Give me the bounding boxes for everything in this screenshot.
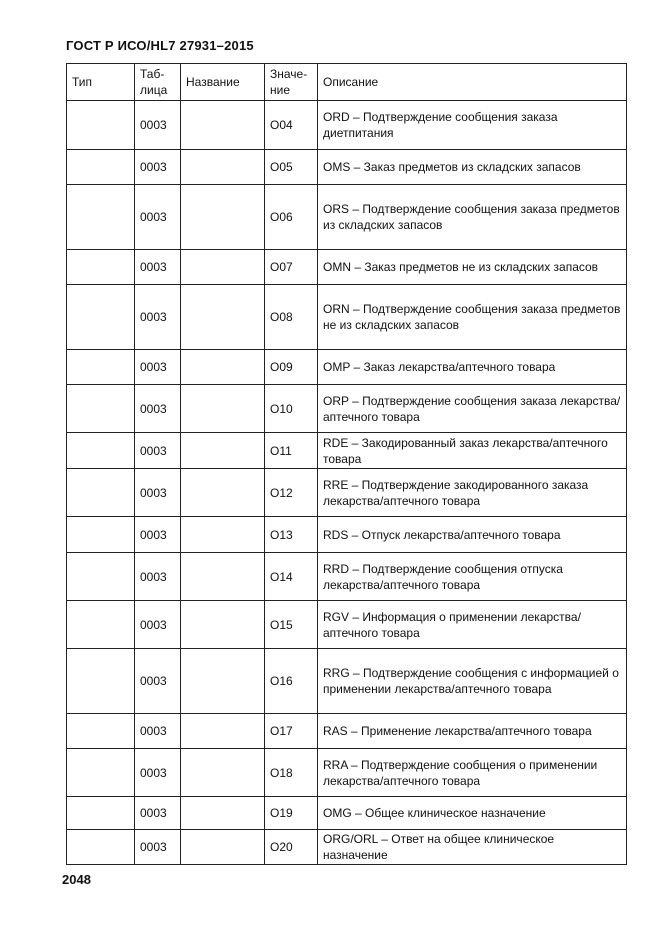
description-cell: OMG – Общее клиническое назначение bbox=[318, 797, 627, 830]
table-row bbox=[67, 830, 627, 865]
name-cell bbox=[181, 285, 265, 350]
type-cell bbox=[67, 185, 135, 250]
table-header-row bbox=[67, 64, 627, 101]
description-cell: ORN – Подтверждение сообщения заказа предметов не из складских запасов bbox=[318, 285, 627, 350]
column-header-description: Описание bbox=[318, 64, 627, 101]
table-cell: 0003 bbox=[135, 797, 181, 830]
name-cell bbox=[181, 714, 265, 749]
table-body bbox=[67, 101, 627, 865]
table-row bbox=[67, 517, 627, 553]
type-cell bbox=[67, 517, 135, 553]
type-cell bbox=[67, 285, 135, 350]
value-cell: O20 bbox=[265, 830, 318, 865]
name-cell bbox=[181, 830, 265, 865]
description-cell: ORP – Подтверждение сообщения заказа лекарства/аптечного товара bbox=[318, 385, 627, 433]
table-row bbox=[67, 649, 627, 714]
description-cell: RRE – Подтверждение закодированного заказа лекарства/аптечного товара bbox=[318, 469, 627, 517]
type-cell bbox=[67, 601, 135, 649]
table-row bbox=[67, 101, 627, 150]
table-row bbox=[67, 714, 627, 749]
value-cell: O14 bbox=[265, 553, 318, 601]
table-cell: 0003 bbox=[135, 714, 181, 749]
table-row bbox=[67, 150, 627, 185]
table-row bbox=[67, 553, 627, 601]
name-cell bbox=[181, 433, 265, 469]
name-cell bbox=[181, 350, 265, 385]
description-cell: RDE – Закодированный заказ лекарства/аптечного товара bbox=[318, 433, 627, 469]
name-cell bbox=[181, 649, 265, 714]
name-cell bbox=[181, 553, 265, 601]
table-row bbox=[67, 601, 627, 649]
name-cell bbox=[181, 250, 265, 285]
value-cell: O11 bbox=[265, 433, 318, 469]
table-cell: 0003 bbox=[135, 101, 181, 150]
type-cell bbox=[67, 385, 135, 433]
message-types-table bbox=[66, 63, 627, 865]
name-cell bbox=[181, 385, 265, 433]
name-cell bbox=[181, 517, 265, 553]
value-cell: O04 bbox=[265, 101, 318, 150]
type-cell bbox=[67, 150, 135, 185]
table-row bbox=[67, 350, 627, 385]
column-header-table: Таб- лица bbox=[135, 64, 181, 101]
type-cell bbox=[67, 649, 135, 714]
document-header: ГОСТ Р ИСО/HL7 27931–2015 bbox=[66, 38, 254, 53]
type-cell bbox=[67, 101, 135, 150]
value-cell: O09 bbox=[265, 350, 318, 385]
column-header-type: Тип bbox=[67, 64, 135, 101]
type-cell bbox=[67, 469, 135, 517]
name-cell bbox=[181, 797, 265, 830]
column-header-name: Название bbox=[181, 64, 265, 101]
table-row bbox=[67, 797, 627, 830]
table-cell: 0003 bbox=[135, 150, 181, 185]
value-cell: O16 bbox=[265, 649, 318, 714]
table-cell: 0003 bbox=[135, 350, 181, 385]
name-cell bbox=[181, 601, 265, 649]
table-cell: 0003 bbox=[135, 250, 181, 285]
table-row bbox=[67, 433, 627, 469]
table-cell: 0003 bbox=[135, 433, 181, 469]
description-cell: RRD – Подтверждение сообщения отпуска лекарства/аптечного товара bbox=[318, 553, 627, 601]
value-cell: O05 bbox=[265, 150, 318, 185]
table-row bbox=[67, 285, 627, 350]
type-cell bbox=[67, 797, 135, 830]
value-cell: O15 bbox=[265, 601, 318, 649]
value-cell: O07 bbox=[265, 250, 318, 285]
description-cell: OMP – Заказ лекарства/аптечного товара bbox=[318, 350, 627, 385]
value-cell: O12 bbox=[265, 469, 318, 517]
table-cell: 0003 bbox=[135, 601, 181, 649]
table-cell: 0003 bbox=[135, 517, 181, 553]
table-cell: 0003 bbox=[135, 830, 181, 865]
table-row bbox=[67, 469, 627, 517]
description-cell: ORD – Подтверждение сообщения заказа диетпитания bbox=[318, 101, 627, 150]
table-cell: 0003 bbox=[135, 749, 181, 797]
description-cell: RAS – Применение лекарства/аптечного товара bbox=[318, 714, 627, 749]
table-row bbox=[67, 749, 627, 797]
description-cell: RRA – Подтверждение сообщения о применении лекарства/аптечного товара bbox=[318, 749, 627, 797]
table-cell: 0003 bbox=[135, 553, 181, 601]
name-cell bbox=[181, 469, 265, 517]
description-cell: OMS – Заказ предметов из складских запасов bbox=[318, 150, 627, 185]
name-cell bbox=[181, 150, 265, 185]
table-cell: 0003 bbox=[135, 285, 181, 350]
table-cell: 0003 bbox=[135, 649, 181, 714]
value-cell: O10 bbox=[265, 385, 318, 433]
table-cell: 0003 bbox=[135, 185, 181, 250]
value-cell: O18 bbox=[265, 749, 318, 797]
description-cell: ORG/ORL – Ответ на общее клиническое назначение bbox=[318, 830, 627, 865]
name-cell bbox=[181, 101, 265, 150]
type-cell bbox=[67, 830, 135, 865]
value-cell: O19 bbox=[265, 797, 318, 830]
type-cell bbox=[67, 250, 135, 285]
type-cell bbox=[67, 553, 135, 601]
type-cell bbox=[67, 433, 135, 469]
value-cell: O08 bbox=[265, 285, 318, 350]
table-row bbox=[67, 185, 627, 250]
name-cell bbox=[181, 749, 265, 797]
description-cell: RDS – Отпуск лекарства/аптечного товара bbox=[318, 517, 627, 553]
type-cell bbox=[67, 350, 135, 385]
table-cell: 0003 bbox=[135, 385, 181, 433]
page-number: 2048 bbox=[62, 872, 91, 887]
table-cell: 0003 bbox=[135, 469, 181, 517]
value-cell: O17 bbox=[265, 714, 318, 749]
type-cell bbox=[67, 714, 135, 749]
description-cell: OMN – Заказ предметов не из складских запасов bbox=[318, 250, 627, 285]
value-cell: O13 bbox=[265, 517, 318, 553]
column-header-value: Значе- ние bbox=[265, 64, 318, 101]
table-row bbox=[67, 385, 627, 433]
description-cell: RGV – Информация о применении лекарства/аптечного товара bbox=[318, 601, 627, 649]
name-cell bbox=[181, 185, 265, 250]
table-row bbox=[67, 250, 627, 285]
description-cell: RRG – Подтверждение сообщения с информацией о применении лекарства/аптечного товара bbox=[318, 649, 627, 714]
description-cell: ORS – Подтверждение сообщения заказа предметов из складских запасов bbox=[318, 185, 627, 250]
value-cell: O06 bbox=[265, 185, 318, 250]
type-cell bbox=[67, 749, 135, 797]
